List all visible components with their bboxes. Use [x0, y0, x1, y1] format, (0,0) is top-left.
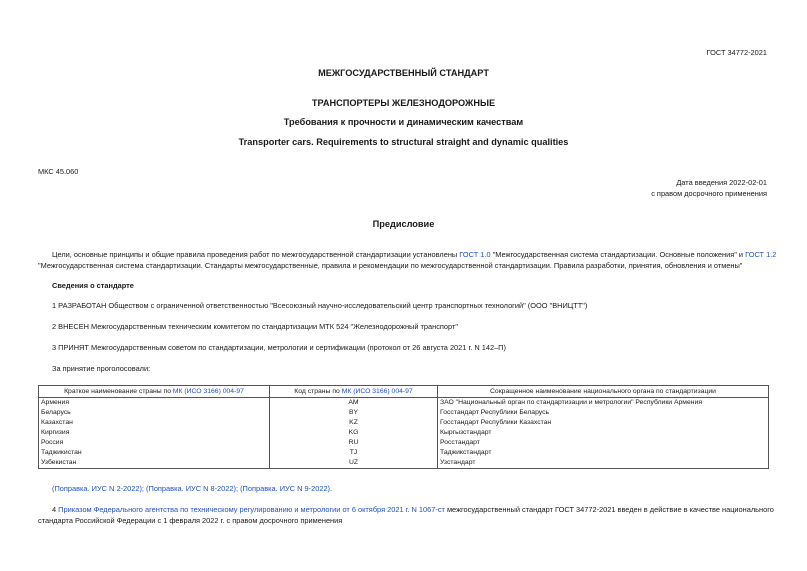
table-row	[39, 418, 769, 428]
document-title: ТРАНСПОРТЕРЫ ЖЕЛЕЗНОДОРОЖНЫЕ	[311, 98, 496, 108]
intro-early-note: с правом досрочного применения	[651, 189, 767, 198]
mk-iso-link[interactable]: МК (ИСО 3166) 004-97	[172, 387, 244, 395]
english-title: Transporter cars. Requirements to structural straight and dynamic qualities	[238, 137, 569, 147]
header-country-name: Краткое наименование страны по МК (ИСО 3166) 004-97	[39, 386, 270, 398]
country-name: Узбекистан	[39, 458, 270, 469]
order-link[interactable]: Приказом Федерального агентства по техническому регулированию и метрологии от 6 октября 2021 г. N 1067-ст	[58, 505, 445, 514]
preface-paragraph-1-continued: "Межгосударственная система стандартизации. Стандарты межгосударственные, правила и рекомендации по межгосударственной стандартизации. Правила разработки, принятия, обновления и отмены"	[38, 261, 743, 270]
national-body: Кыргызстандарт	[438, 428, 769, 438]
info-heading: Сведения о стандарте	[52, 281, 134, 290]
country-code: UZ	[270, 458, 438, 469]
item-1-developed: 1 РАЗРАБОТАН Обществом с ограниченной ответственностью "Всесоюзный научно-исследовательский центр транспортных технологий" (ООО "ВНИЦТТ")	[52, 301, 588, 310]
national-body: ЗАО "Национальный орган по стандартизации и метрологии" Республики Армения	[438, 398, 769, 409]
table-header-row	[39, 386, 769, 398]
table-row	[39, 438, 769, 448]
amendment-1-link[interactable]: (Поправка	[52, 484, 88, 493]
country-name: Таджикистан	[39, 448, 270, 458]
item-3-adopted: 3 ПРИНЯТ Межгосударственным советом по стандартизации, метрологии и сертификации (протокол от 26 августа 2021 г. N 142–П)	[52, 343, 506, 352]
country-name: Армения	[39, 398, 270, 409]
preface-paragraph-1	[52, 250, 777, 259]
country-name: Киргизия	[39, 428, 270, 438]
standard-type: МЕЖГОСУДАРСТВЕННЫЙ СТАНДАРТ	[318, 68, 489, 78]
national-body: Госстандарт Республики Беларусь	[438, 408, 769, 418]
table-row	[39, 448, 769, 458]
amendment-2-link[interactable]: (Поправка	[146, 484, 182, 493]
country-code: BY	[270, 408, 438, 418]
item-4-order	[52, 505, 774, 514]
item-2-submitted: 2 ВНЕСЕН Межгосударственным техническим комитетом по стандартизации МТК 524 "Железнодорожный транспорт"	[52, 322, 458, 331]
country-name: Казахстан	[39, 418, 270, 428]
amendment-1-text: . ИУС N 2-2022);	[87, 484, 144, 493]
table-row	[39, 408, 769, 418]
country-code: AM	[270, 398, 438, 409]
amendments-line	[52, 484, 332, 493]
gost-1-2-link[interactable]: ГОСТ 1.2	[745, 250, 777, 259]
amendment-3-link[interactable]: (Поправка	[240, 484, 276, 493]
national-body: Узстандарт	[438, 458, 769, 469]
country-code: KZ	[270, 418, 438, 428]
amendment-2-text: . ИУС N 8-2022);	[181, 484, 239, 493]
national-body: Госстандарт Республики Казахстан	[438, 418, 769, 428]
amendment-3-text: . ИУС N 9-2022).	[275, 484, 333, 493]
country-code: KG	[270, 428, 438, 438]
table-row	[39, 428, 769, 438]
national-body: Росстандарт	[438, 438, 769, 448]
national-body: Таджикстандарт	[438, 448, 769, 458]
country-name: Россия	[39, 438, 270, 448]
document-subtitle: Требования к прочности и динамическим качествам	[283, 117, 524, 127]
gost-1-0-link[interactable]: ГОСТ 1.0	[459, 250, 491, 259]
country-code: TJ	[270, 448, 438, 458]
table-row	[39, 398, 769, 409]
preface-heading: Предисловие	[372, 219, 435, 229]
voted-label: За принятие проголосовали:	[52, 364, 151, 373]
country-name: Беларусь	[39, 408, 270, 418]
preface-text-a: Цели, основные принципы и общие правила проведения работ по межгосударственной стандартизации установлены	[52, 250, 460, 259]
item-4-text: межгосударственный стандарт ГОСТ 34772-2021 введен в действие в качестве национального	[444, 505, 774, 514]
preface-text-b: "Межгосударственная система стандартизации. Основные положения" и	[490, 250, 746, 259]
item-4-continued: стандарта Российской Федерации с 1 февраля 2022 г. с правом досрочного применения	[38, 516, 343, 525]
voting-countries-table	[38, 385, 769, 469]
country-code: RU	[270, 438, 438, 448]
header-country-code: Код страны по МК (ИСО 3166) 004-97	[270, 386, 438, 398]
mks-code: МКС 45.060	[38, 167, 79, 176]
intro-date: Дата введения 2022-02-01	[676, 178, 767, 187]
header-national-body: Сокращенное наименование национального органа по стандартизации	[438, 386, 769, 398]
item-4-number: 4	[52, 505, 59, 514]
document-code: ГОСТ 34772-2021	[706, 48, 767, 57]
mk-iso-link[interactable]: МК (ИСО 3166) 004-97	[341, 387, 413, 395]
table-row	[39, 458, 769, 469]
